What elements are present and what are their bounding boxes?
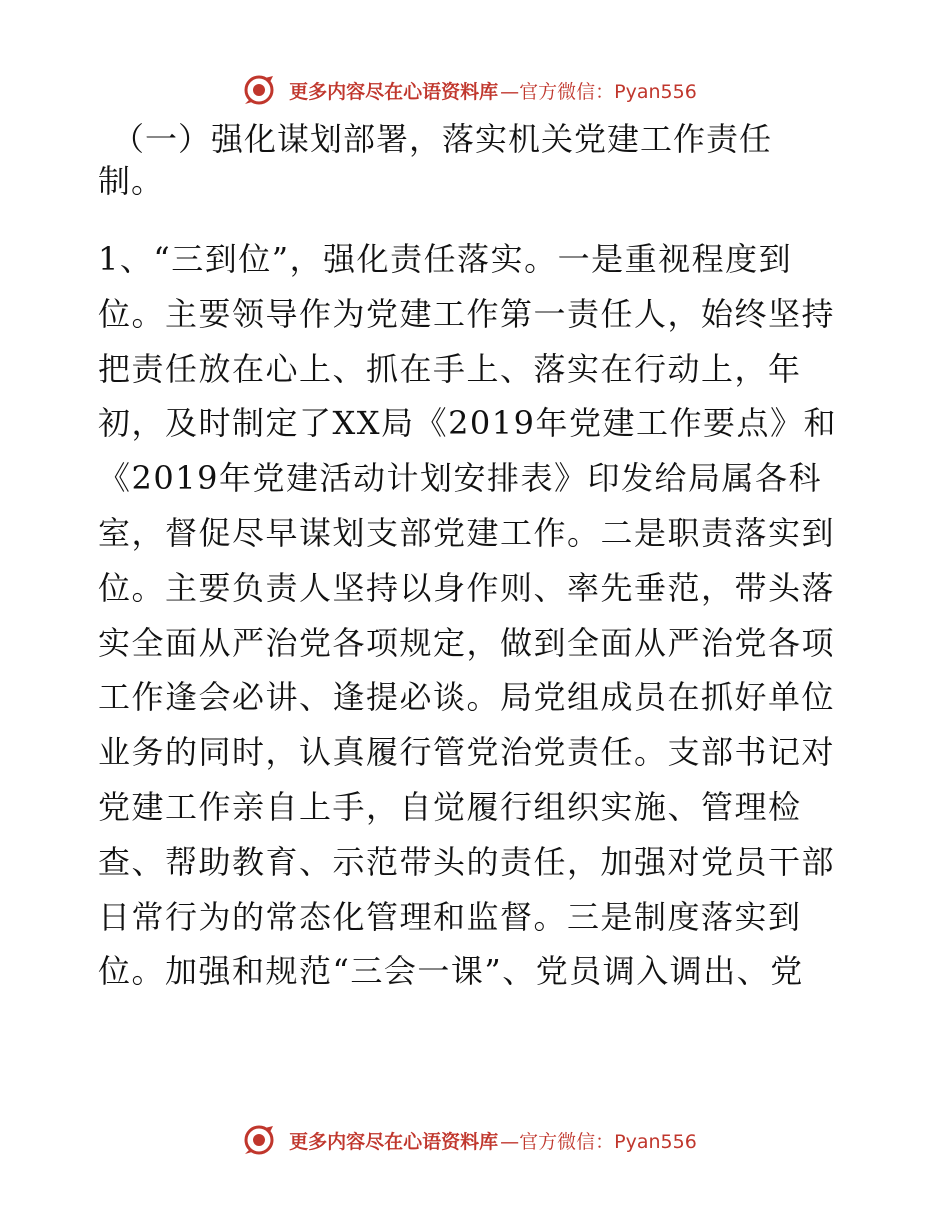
watermark-wechat-text: —官方微信：Pyan556 xyxy=(500,1130,697,1153)
watermark-wechat-text: —官方微信：Pyan556 xyxy=(500,80,697,103)
section-heading-line-1: （一）强化谋划部署，落实机关党建工作责任 xyxy=(112,120,773,158)
section-heading-line-2: 制。 xyxy=(98,162,165,200)
paragraph-line: 把责任放在心上、抓在手上、落实在行动上，年 xyxy=(98,349,802,388)
paragraph-line: 位。主要负责人坚持以身作则、率先垂范，带头落 xyxy=(98,568,836,607)
watermark-main-text: 更多内容尽在心语资料库 xyxy=(289,80,499,103)
paragraph-line: 业务的同时，认真履行管党治党责任。支部书记对 xyxy=(98,733,836,772)
paragraph-line: 查、帮助教育、示范带头的责任，加强对党员干部 xyxy=(98,842,836,881)
paragraph xyxy=(98,232,848,999)
header-watermark xyxy=(0,70,950,110)
paragraph-line: 初，及时制定了XX局《2019年党建工作要点》和 xyxy=(98,404,838,443)
paragraph-line: 位。主要领导作为党建工作第一责任人，始终坚持 xyxy=(98,294,836,333)
paragraph-line: 《2019年党建活动计划安排表》印发给局属各科 xyxy=(98,459,822,498)
paragraph-line: 党建工作亲自上手，自觉履行组织实施、管理检 xyxy=(98,787,802,826)
brand-logo-icon xyxy=(243,1124,275,1156)
section-heading xyxy=(98,118,848,160)
paragraph-line: 1、“三到位”，强化责任落实。一是重视程度到 xyxy=(98,240,793,278)
document-body xyxy=(98,118,848,999)
section-heading-continued xyxy=(98,160,848,202)
paragraph-line: 工作逢会必讲、逢提必谈。局党组成员在抓好单位 xyxy=(98,678,836,717)
paragraph-line: 实全面从严治党各项规定，做到全面从严治党各项 xyxy=(98,623,836,662)
paragraph-line: 室，督促尽早谋划支部党建工作。二是职责落实到 xyxy=(98,513,836,552)
watermark-main-text: 更多内容尽在心语资料库 xyxy=(289,1130,499,1153)
footer-watermark xyxy=(0,1120,950,1160)
brand-logo-icon xyxy=(243,74,275,106)
paragraph-line: 位。加强和规范“三会一课”、党员调入调出、党 xyxy=(98,952,804,991)
paragraph-line: 日常行为的常态化管理和监督。三是制度落实到 xyxy=(98,897,802,936)
